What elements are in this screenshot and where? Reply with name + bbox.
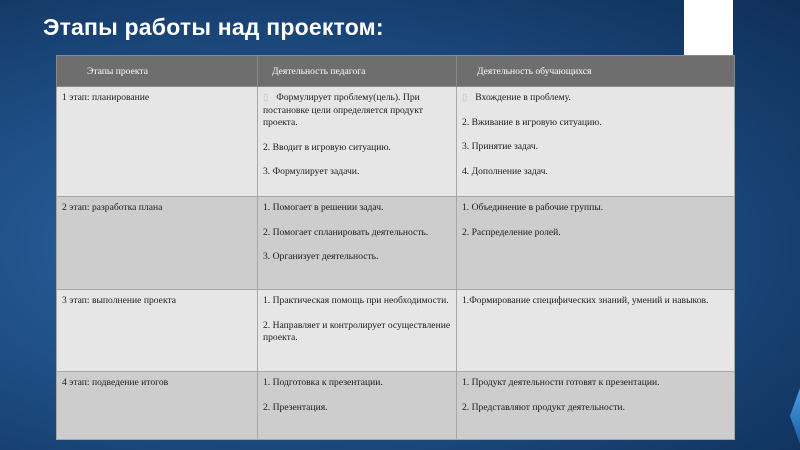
next-slide-arrow-icon[interactable] — [790, 388, 800, 444]
teacher-cell — [258, 290, 457, 372]
teacher-item: 1. Подготовка к презентации. — [263, 377, 383, 388]
students-item: 1.Формирование специфических знаний, умений и навыков. — [462, 295, 709, 306]
accent-bar — [684, 0, 733, 56]
column-header-teacher: Деятельность педагога — [258, 56, 457, 87]
bullet-icon: ▯ — [263, 92, 269, 103]
stage-label: 3 этап: выполнение проекта — [62, 295, 177, 306]
students-cell — [457, 372, 735, 440]
teacher-item: 1. Практическая помощь при необходимости. — [263, 295, 449, 306]
bullet-icon: ▯ — [462, 92, 468, 103]
teacher-item: 3. Формулирует задачи. — [263, 166, 360, 177]
stage-label: 1 этап: планирование — [62, 92, 150, 103]
students-item: 1. Продукт деятельности готовят к презентации. — [462, 377, 660, 388]
students-cell — [457, 87, 735, 197]
table-row — [57, 372, 735, 440]
students-item: 2. Представляют продукт деятельности. — [462, 401, 625, 413]
table-row — [57, 87, 735, 197]
teacher-cell — [258, 197, 457, 290]
column-header-stage: Этапы проекта — [57, 56, 258, 87]
slide-title: Этапы работы над проектом: — [43, 14, 384, 40]
teacher-item: 3. Организует деятельность. — [263, 251, 379, 262]
students-item — [462, 92, 729, 105]
students-item: 4. Дополнение задач. — [462, 165, 548, 177]
teacher-item-text: Формулирует проблему(цель). При постановке цели определяется продукт проекта. — [263, 92, 423, 128]
stage-label: 2 этап: разработка плана — [62, 202, 163, 213]
stage-cell — [57, 372, 258, 440]
teacher-item: 2. Направляет и контролирует осуществление проекта. — [263, 319, 451, 343]
project-stages-table — [56, 55, 735, 440]
students-cell — [457, 197, 735, 290]
stage-cell — [57, 87, 258, 197]
table-header-row — [57, 56, 735, 87]
students-item: 1. Объединение в рабочие группы. — [462, 202, 604, 213]
students-cell — [457, 290, 735, 372]
students-item: 3. Принятие задач. — [462, 141, 539, 152]
table-row — [57, 290, 735, 372]
column-header-students: Деятельность обучающихся — [457, 56, 735, 87]
teacher-cell — [258, 372, 457, 440]
students-item: 2. Вживание в игровую ситуацию. — [462, 116, 602, 128]
students-item: 2. Распределение ролей. — [462, 226, 561, 238]
teacher-item: 2. Помогает спланировать деятельность. — [263, 226, 429, 238]
stage-cell — [57, 290, 258, 372]
teacher-item: 1. Помогает в решении задач. — [263, 202, 384, 213]
teacher-cell — [258, 87, 457, 197]
teacher-item — [263, 92, 451, 130]
teacher-item: 2. Презентация. — [263, 401, 328, 413]
students-item-text: Вхождение в проблему. — [475, 92, 571, 103]
stage-cell — [57, 197, 258, 290]
table-row — [57, 197, 735, 290]
teacher-item: 2. Вводит в игровую ситуацию. — [263, 141, 391, 153]
stage-label: 4 этап: подведение итогов — [62, 377, 169, 388]
